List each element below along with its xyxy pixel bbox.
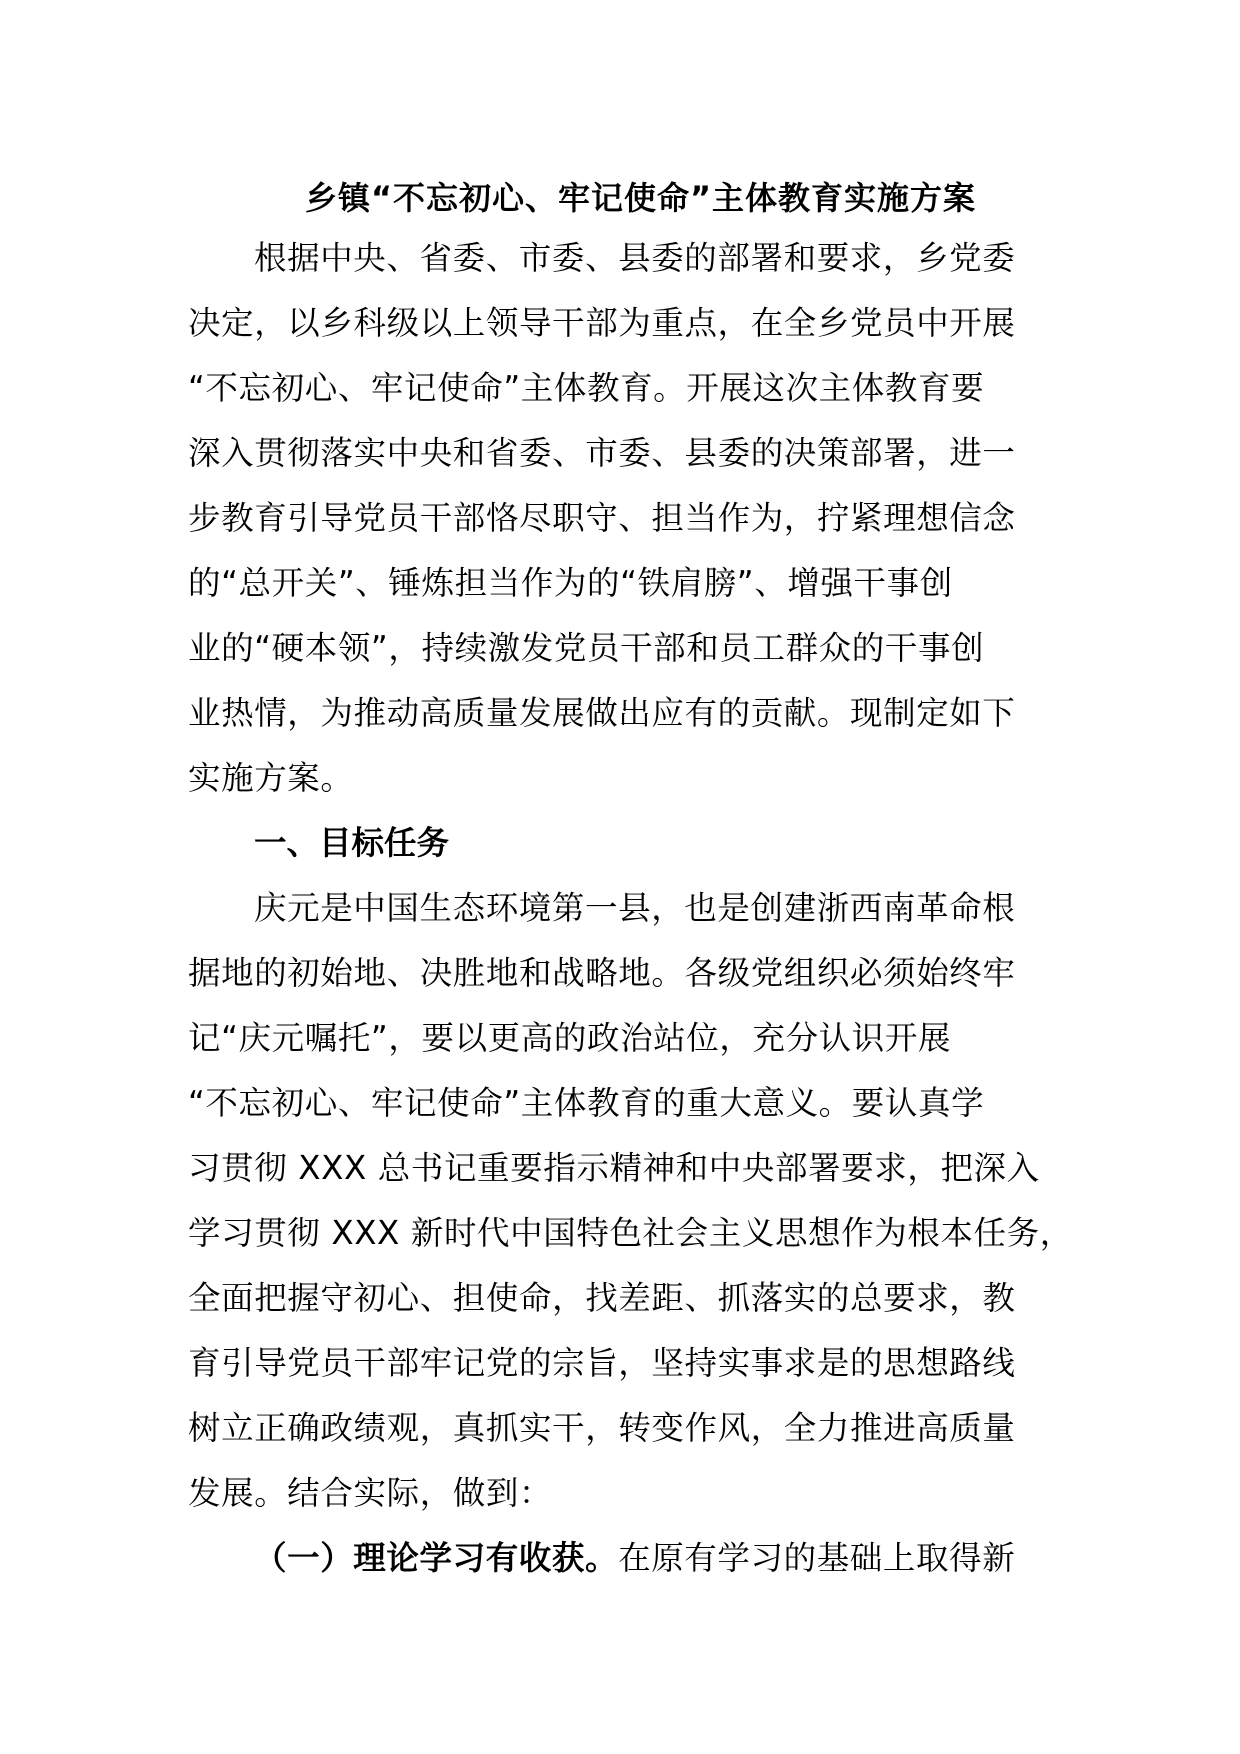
paragraph-line: 据地的初始地、决胜地和战略地。各级党组织必须始终牢: [188, 954, 1016, 992]
subsection-heading: （一）理论学习有收获。: [254, 1539, 619, 1577]
paragraph-line: [188, 1526, 1063, 1591]
paragraph-line: 庆元是中国生态环境第一县，也是创建浙西南革命根: [254, 889, 1016, 927]
paragraph-line: 的“总开关”、锤炼担当作为的“铁肩膀”、增强干事创: [188, 564, 953, 602]
paragraph-line: 深入贯彻落实中央和省委、市委、县委的决策部署，进一: [188, 434, 1016, 472]
paragraph-line: “不忘初心、牢记使命”主体教育。开展这次主体教育要: [188, 369, 985, 407]
paragraph-line: 发展。结合实际，做到：: [188, 1474, 553, 1512]
paragraph-line: 业的“硬本领”，持续激发党员干部和员工群众的干事创: [188, 629, 985, 667]
paragraph-line: 决定，以乡科级以上领导干部为重点，在全乡党员中开展: [188, 304, 1016, 342]
paragraph-line: 根据中央、省委、市委、县委的部署和要求，乡党委: [254, 239, 1016, 277]
paragraph-line: 树立正确政绩观，真抓实干，转变作风，全力推进高质量: [188, 1409, 1016, 1447]
section-heading: 一、目标任务: [254, 824, 450, 862]
paragraph-line: 学习贯彻 XXX 新时代中国特色社会主义思想作为根本任务，: [188, 1214, 1073, 1252]
section1-paragraph: [188, 876, 1073, 1526]
document-title: 乡镇“不忘初心、牢记使命”主体教育实施方案: [304, 179, 977, 217]
subsection1-paragraph: [188, 1526, 1063, 1591]
document-body: [188, 170, 1073, 1591]
paragraph-line: 记“庆元嘱托”，要以更高的政治站位，充分认识开展: [188, 1019, 952, 1057]
intro-paragraph: [188, 226, 1063, 811]
paragraph-line: 业热情，为推动高质量发展做出应有的贡献。现制定如下: [188, 694, 1016, 732]
subsection-text: 在原有学习的基础上取得新: [618, 1539, 1016, 1577]
paragraph-line: 实施方案。: [188, 759, 354, 797]
paragraph-line: 习贯彻 XXX 总书记重要指示精神和中央部署要求，把深入: [188, 1149, 1040, 1187]
paragraph-line: “不忘初心、牢记使命”主体教育的重大意义。要认真学: [188, 1084, 985, 1122]
paragraph-line: 全面把握守初心、担使命，找差距、抓落实的总要求，教: [188, 1279, 1016, 1317]
paragraph-line: 步教育引导党员干部恪尽职守、担当作为，拧紧理想信念: [188, 499, 1016, 537]
paragraph-line: 育引导党员干部牢记党的宗旨，坚持实事求是的思想路线: [188, 1344, 1016, 1382]
